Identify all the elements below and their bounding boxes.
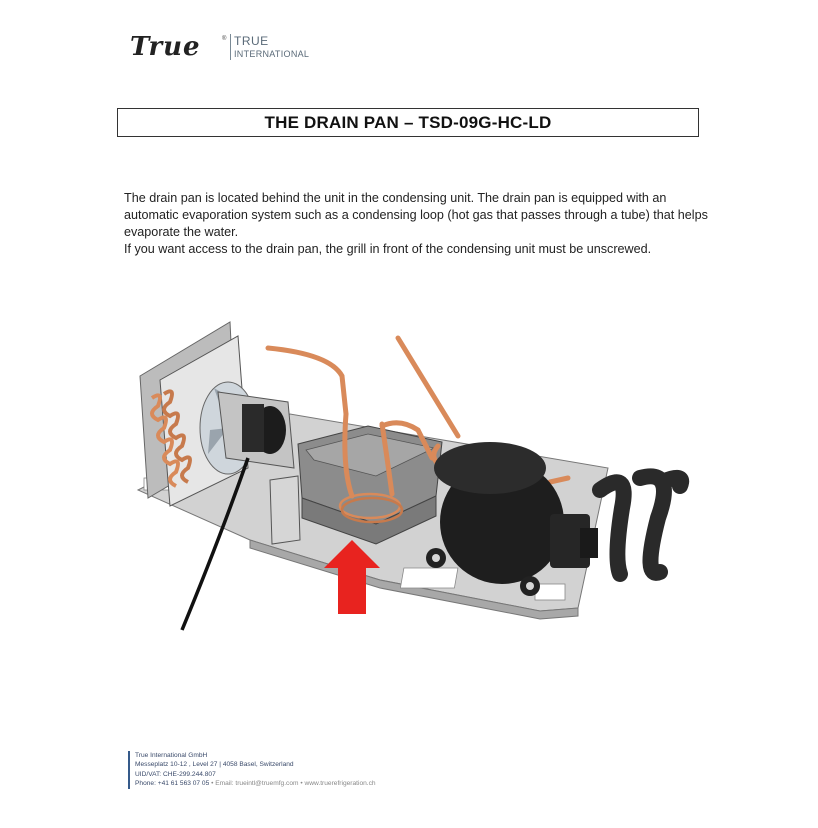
footer-company: True International GmbH bbox=[135, 752, 208, 759]
footer bbox=[128, 751, 448, 791]
footer-accent-bar bbox=[128, 751, 130, 789]
body-text bbox=[124, 190, 714, 258]
condensing-unit-illustration bbox=[130, 318, 700, 638]
footer-address: Messeplatz 10-12 , Level 27 | 4058 Basel, Switzerland bbox=[135, 761, 294, 769]
footer-phone-line bbox=[135, 779, 376, 788]
footer-vat: UID/VAT: CHE-299.244.807 bbox=[135, 770, 216, 778]
footer-contact: • Email: trueintl@truemfg.com • www.truerefrigeration.ch bbox=[209, 779, 376, 787]
body-paragraph-1: The drain pan is located behind the unit in the condensing unit. The drain pan is equipped with an automatic evaporation system such as a condensing loop (hot gas that passes through a tube) that helps evaporate the water. bbox=[124, 191, 708, 239]
logo-wordmark: True bbox=[130, 32, 201, 62]
body-paragraph-2: If you want access to the drain pan, the grill in front of the condensing unit must be unscrewed. bbox=[124, 242, 652, 256]
logo-line-international: INTERNATIONAL bbox=[234, 49, 310, 59]
footer-phone: Phone: +41 61 563 07 05 bbox=[135, 779, 210, 787]
logo-line-true: TRUE bbox=[234, 34, 269, 48]
true-international-logo bbox=[130, 30, 330, 64]
logo-registered-mark: ® bbox=[222, 36, 227, 42]
mounting-bracket bbox=[270, 476, 300, 544]
page-title: THE DRAIN PAN – TSD-09G-HC-LD bbox=[264, 112, 552, 132]
title-box bbox=[117, 108, 699, 137]
coiled-hose bbox=[600, 476, 681, 574]
logo-divider bbox=[230, 34, 231, 60]
footer-contact-block bbox=[135, 751, 376, 788]
